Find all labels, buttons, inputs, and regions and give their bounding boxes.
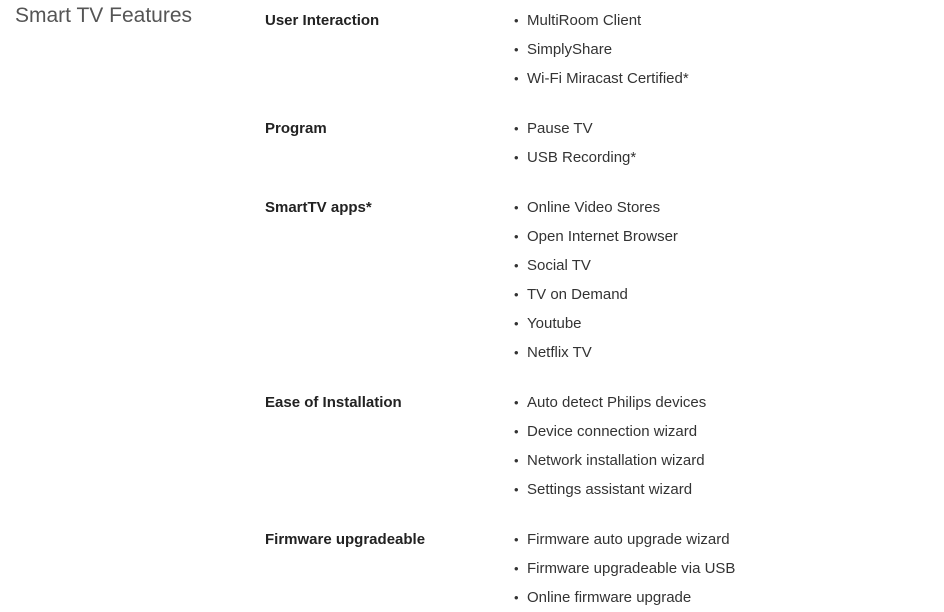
bullet-icon: •	[514, 42, 519, 57]
feature-list	[514, 388, 706, 504]
item-text: SimplyShare	[527, 41, 613, 58]
bullet-icon: •	[514, 287, 519, 302]
list-item	[514, 280, 678, 309]
item-text: MultiRoom Client	[527, 12, 642, 29]
list-item	[514, 114, 636, 143]
list-item	[514, 446, 706, 475]
feature-list	[514, 6, 689, 93]
group-label: SmartTV apps*	[265, 199, 372, 216]
feature-group-smarttv-apps	[265, 193, 925, 367]
list-item	[514, 417, 706, 446]
bullet-icon: •	[514, 71, 519, 86]
list-item	[514, 338, 678, 367]
item-text: Firmware auto upgrade wizard	[527, 531, 730, 548]
bullet-icon: •	[514, 200, 519, 215]
bullet-icon: •	[514, 258, 519, 273]
item-text: Online Video Stores	[527, 199, 661, 216]
item-text: Youtube	[527, 315, 582, 332]
item-text: Open Internet Browser	[527, 228, 678, 245]
bullet-icon: •	[514, 121, 519, 136]
item-text: Firmware upgradeable via USB	[527, 560, 736, 577]
bullet-icon: •	[514, 590, 519, 605]
item-text: Social TV	[527, 257, 591, 274]
list-item	[514, 475, 706, 504]
bullet-icon: •	[514, 345, 519, 360]
feature-groups	[265, 6, 925, 612]
item-text: Settings assistant wizard	[527, 481, 693, 498]
item-text: Device connection wizard	[527, 423, 698, 440]
item-text: Wi-Fi Miracast Certified*	[527, 70, 689, 87]
feature-group-firmware-upgradeable	[265, 525, 925, 612]
item-text: Netflix TV	[527, 344, 592, 361]
item-text: USB Recording*	[527, 149, 637, 166]
feature-group-user-interaction	[265, 6, 925, 93]
group-label: Program	[265, 120, 327, 137]
section-title: Smart TV Features	[15, 4, 193, 27]
feature-list	[514, 525, 735, 612]
list-item	[514, 222, 678, 251]
list-item	[514, 6, 689, 35]
feature-list	[514, 114, 636, 172]
bullet-icon: •	[514, 532, 519, 547]
bullet-icon: •	[514, 424, 519, 439]
list-item	[514, 554, 735, 583]
bullet-icon: •	[514, 453, 519, 468]
list-item	[514, 309, 678, 338]
bullet-icon: •	[514, 229, 519, 244]
item-text: Pause TV	[527, 120, 593, 137]
list-item	[514, 388, 706, 417]
bullet-icon: •	[514, 13, 519, 28]
item-text: TV on Demand	[527, 286, 628, 303]
feature-list	[514, 193, 678, 367]
list-item	[514, 143, 636, 172]
item-text: Auto detect Philips devices	[527, 394, 707, 411]
group-label: Firmware upgradeable	[265, 531, 426, 548]
bullet-icon: •	[514, 316, 519, 331]
bullet-icon: •	[514, 395, 519, 410]
bullet-icon: •	[514, 150, 519, 165]
list-item	[514, 64, 689, 93]
list-item	[514, 251, 678, 280]
group-label: User Interaction	[265, 12, 380, 29]
group-label: Ease of Installation	[265, 394, 402, 411]
list-item	[514, 193, 678, 222]
item-text: Online firmware upgrade	[527, 589, 692, 606]
feature-group-program	[265, 114, 925, 172]
item-text: Network installation wizard	[527, 452, 705, 469]
list-item	[514, 583, 735, 612]
bullet-icon: •	[514, 482, 519, 497]
bullet-icon: •	[514, 561, 519, 576]
list-item	[514, 35, 689, 64]
list-item	[514, 525, 735, 554]
feature-group-ease-of-installation	[265, 388, 925, 504]
